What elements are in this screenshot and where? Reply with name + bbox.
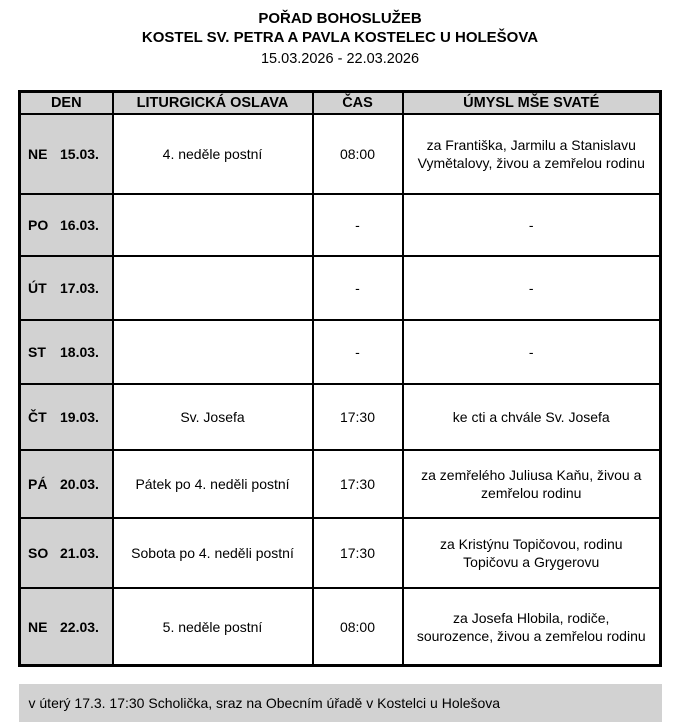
day-cell: [20, 450, 113, 518]
day-cell: [20, 320, 113, 384]
intention-cell: -: [403, 194, 661, 256]
day-date: 19.03.: [60, 409, 99, 425]
time-cell: 17:30: [313, 518, 403, 588]
day-abbrev: PO: [28, 217, 49, 233]
time-cell: 17:30: [313, 450, 403, 518]
church-name: KOSTEL SV. PETRA A PAVLA KOSTELEC U HOLEŠOVA: [141, 29, 539, 46]
day-cell: [20, 256, 113, 320]
time-cell: -: [313, 194, 403, 256]
day-cell: [20, 384, 113, 450]
announcement-note-text: v úterý 17.3. 17:30 Scholička, sraz na Obecním úřadě v Kostelci u Holešova: [28, 695, 501, 711]
celebration-cell: Sv. Josefa: [113, 384, 313, 450]
announcement-note: [19, 684, 662, 722]
intention-cell: za Františka, Jarmilu a Stanislavu Vymětalovy, živou a zemřelou rodinu: [403, 114, 661, 194]
time-cell: 08:00: [313, 588, 403, 666]
day-cell: [20, 194, 113, 256]
table-row: [20, 518, 661, 588]
intention-cell: -: [403, 256, 661, 320]
time-cell: 08:00: [313, 114, 403, 194]
page-title: POŘAD BOHOSLUŽEB: [258, 10, 422, 27]
celebration-cell: 4. neděle postní: [113, 114, 313, 194]
table-row: [20, 194, 661, 256]
day-cell: [20, 114, 113, 194]
day-abbrev: ČT: [28, 409, 47, 425]
table-row: [20, 256, 661, 320]
time-cell: 17:30: [313, 384, 403, 450]
day-date: 22.03.: [60, 618, 99, 635]
day-abbrev: ÚT: [28, 280, 47, 296]
schedule-table: [18, 90, 662, 667]
column-header-time: ČAS: [313, 92, 403, 115]
day-date: 18.03.: [60, 344, 99, 360]
celebration-cell: [113, 320, 313, 384]
intention-cell: za Josefa Hlobila, rodiče, sourozence, živou a zemřelou rodinu: [403, 588, 661, 666]
day-date: 20.03.: [60, 476, 99, 492]
celebration-cell: Sobota po 4. neděli postní: [113, 518, 313, 588]
intention-cell: za Kristýnu Topičovou, rodinu Topičovu a Grygerovu: [403, 518, 661, 588]
day-cell: [20, 588, 113, 666]
table-header-row: [20, 92, 661, 115]
table-row: [20, 114, 661, 194]
celebration-cell: [113, 194, 313, 256]
table-row: [20, 450, 661, 518]
day-abbrev: NE: [28, 146, 48, 162]
day-cell: [20, 518, 113, 588]
day-abbrev: PÁ: [28, 476, 48, 492]
date-range: 15.03.2026 - 22.03.2026: [260, 51, 420, 67]
day-date: 21.03.: [60, 545, 99, 561]
intention-cell: za zemřelého Juliusa Kaňu, živou a zemřelou rodinu: [403, 450, 661, 518]
intention-cell: ke cti a chvále Sv. Josefa: [403, 384, 661, 450]
day-date: 16.03.: [60, 217, 99, 233]
table-row: [20, 320, 661, 384]
day-abbrev: SO: [28, 545, 49, 561]
time-cell: -: [313, 256, 403, 320]
celebration-cell: [113, 256, 313, 320]
time-cell: -: [313, 320, 403, 384]
day-date: 17.03.: [60, 280, 99, 296]
column-header-celebration: LITURGICKÁ OSLAVA: [113, 92, 313, 115]
title-block: [0, 0, 680, 69]
day-abbrev: NE: [28, 618, 48, 635]
table-row: [20, 384, 661, 450]
column-header-day: DEN: [20, 92, 113, 115]
day-date: 15.03.: [60, 146, 99, 162]
day-abbrev: ST: [28, 344, 46, 360]
intention-cell: -: [403, 320, 661, 384]
table-row: [20, 588, 661, 666]
celebration-cell: 5. neděle postní: [113, 588, 313, 666]
column-header-intention: ÚMYSL MŠE SVATÉ: [403, 92, 661, 115]
celebration-cell: Pátek po 4. neděli postní: [113, 450, 313, 518]
